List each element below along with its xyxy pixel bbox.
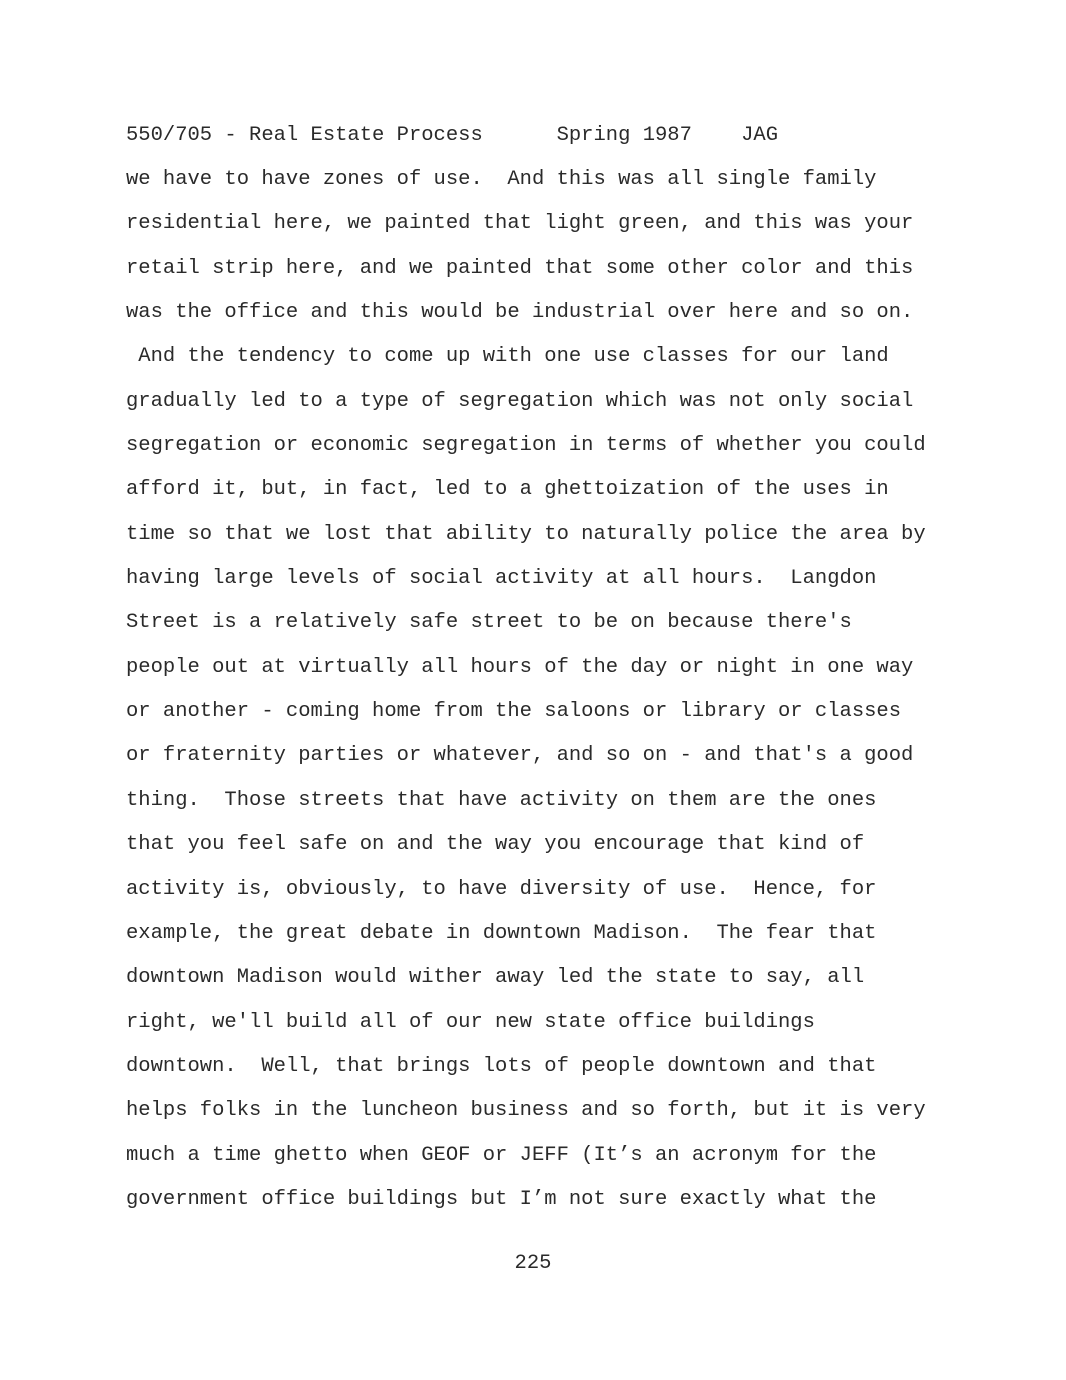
- text-line: segregation or economic segregation in terms of whether you could: [126, 434, 926, 458]
- text-line: people out at virtually all hours of the day or night in one way: [126, 655, 914, 679]
- text-line: or another - coming home from the saloons or library or classes: [126, 700, 902, 724]
- text-line: helps folks in the luncheon business and so forth, but it is very: [126, 1099, 926, 1123]
- text-line: And the tendency to come up with one use classes for our land: [126, 345, 889, 369]
- text-line: right, we'll build all of our new state office buildings: [126, 1010, 815, 1034]
- text-line: afford it, but, in fact, led to a ghettoization of the uses in: [126, 478, 889, 502]
- text-line: downtown. Well, that brings lots of people downtown and that: [126, 1054, 877, 1078]
- text-line: that you feel safe on and the way you encourage that kind of: [126, 833, 865, 857]
- text-line: activity is, obviously, to have diversity of use. Hence, for: [126, 877, 877, 901]
- text-line: time so that we lost that ability to naturally police the area by: [126, 522, 926, 546]
- text-line: Street is a relatively safe street to be on because there's: [126, 611, 852, 635]
- text-line: example, the great debate in downtown Madison. The fear that: [126, 921, 877, 945]
- text-line: was the office and this would be industrial over here and so on.: [126, 301, 914, 325]
- text-line: downtown Madison would wither away led the state to say, all: [126, 966, 865, 990]
- text-line: having large levels of social activity at all hours. Langdon: [126, 567, 877, 591]
- body-text: [126, 168, 956, 1232]
- text-line: much a time ghetto when GEOF or JEFF (It’s an acronym for the: [126, 1143, 877, 1167]
- text-line: gradually led to a type of segregation which was not only social: [126, 389, 914, 413]
- text-line: thing. Those streets that have activity on them are the ones: [126, 788, 877, 812]
- page-number: 225: [514, 1252, 552, 1275]
- running-header: [126, 124, 778, 148]
- header-course: 550/705 - Real Estate Process: [126, 124, 483, 147]
- text-line: government office buildings but I’m not sure exactly what the: [126, 1187, 877, 1211]
- header-initials: JAG: [741, 124, 779, 147]
- text-line: retail strip here, and we painted that some other color and this: [126, 256, 914, 280]
- text-line: residential here, we painted that light green, and this was your: [126, 212, 914, 236]
- header-term: Spring 1987: [556, 124, 692, 147]
- text-line: we have to have zones of use. And this was all single family: [126, 168, 877, 191]
- text-line: or fraternity parties or whatever, and so on - and that's a good: [126, 744, 914, 768]
